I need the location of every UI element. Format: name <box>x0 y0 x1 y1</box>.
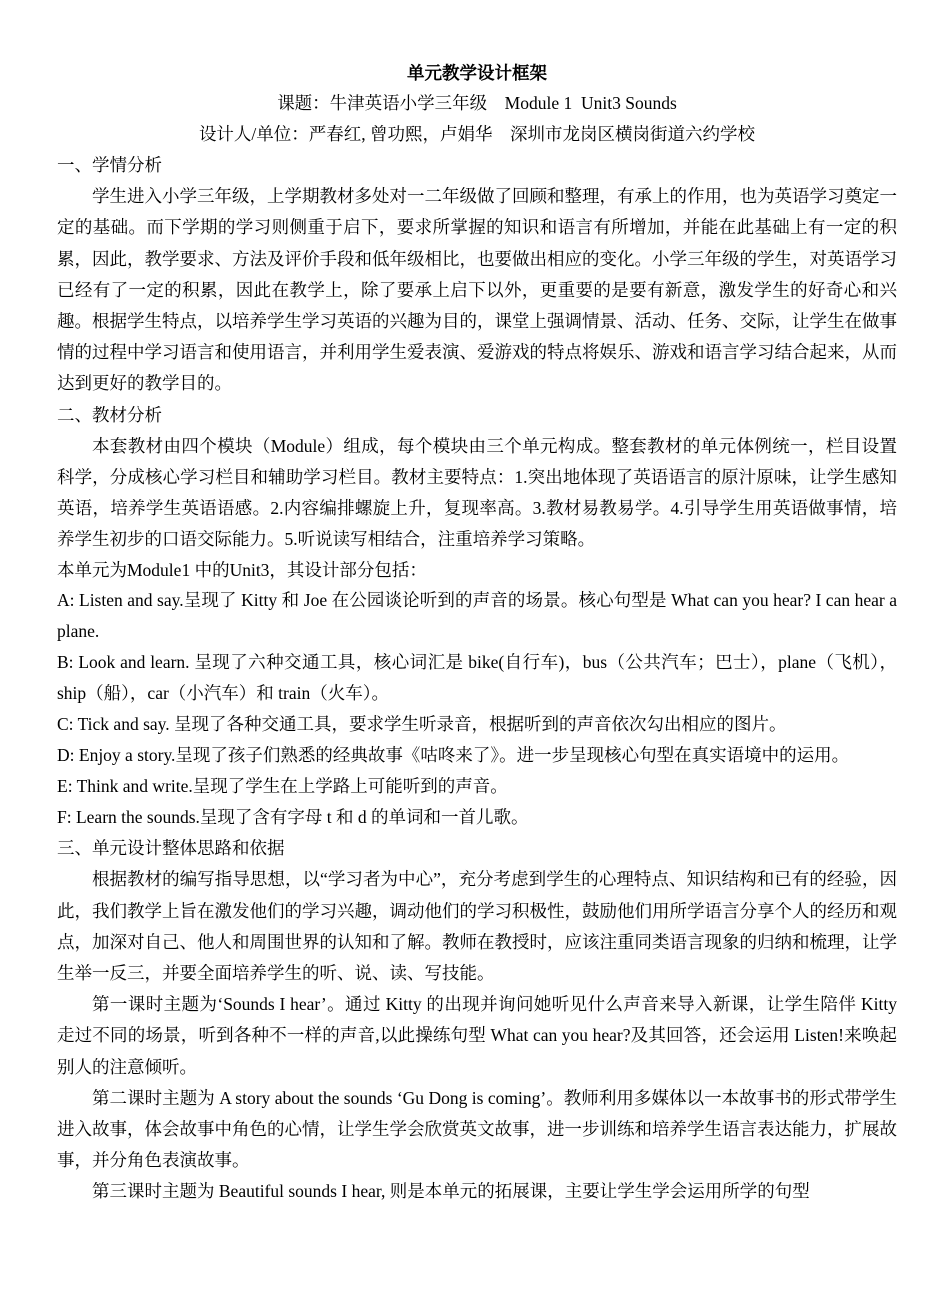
section-paragraph: 第三课时主题为 Beautiful sounds I hear, 则是本单元的拓展课，主要让学生学会运用所学的句型 <box>92 1181 810 1202</box>
section-paragraph: 学生进入小学三年级，上学期教材多处对一二年级做了回顾和整理，有承上的作用，也为英语学习奠定一定的基础。而下学期的学习则侧重于启下，要求所掌握的知识和语言有所增加，并能在此基础上有一定的积累，因此，教学要求、方法及评价手段和低年级相比，也要做出相应的变化。小学三年级的学生，对英语学习已经有了一定的积累，因此在教学上，除了要承上启下以外，更重要的是要有新意，激发学生的好奇心和兴趣。根据学生特点，以培养学生学习英语的兴趣为目的，课堂上强调情景、活动、任务、交际，让学生在做事情的过程中学习语言和使用语言，并利用学生爱表演、爱游戏的特点将娱乐、游戏和语言学习结合起来，从而达到更好的教学目的。 <box>57 186 897 394</box>
section-heading: 二、教材分析 <box>57 404 162 425</box>
document-author: 设计人/单位：严春红, 曾功熙，卢娟华 深圳市龙岗区横岗街道六约学校 <box>198 124 756 144</box>
list-item: B: Look and learn. 呈现了六种交通工具，核心词汇是 bike(自行车)，bus（公共汽车；巴士），plane（飞机），ship（船），car（小汽车）和 train（火车）。 <box>57 652 897 704</box>
section-paragraph: 根据教材的编写指导思想，以“学习者为中心”，充分考虑到学生的心理特点、知识结构和已有的经验，因此，我们教学上旨在激发他们的学习兴趣，调动他们的学习积极性，鼓励他们用所学语言分享个人的经历和观点，加深对自己、他人和周围世界的认知和了解。教师在教授时，应该注重同类语言现象的归纳和梳理，让学生举一反三，并要全面培养学生的听、说、读、写技能。 <box>57 869 897 983</box>
section-paragraph: 第二课时主题为 A story about the sounds ‘Gu Dong is coming’。教师利用多媒体以一本故事书的形式带学生进入故事，体会故事中角色的心情，让学生学会欣赏英文故事，进一步训练和培养学生语言表达能力，扩展故事，并分角色表演故事。 <box>57 1087 897 1171</box>
list-item: F: Learn the sounds.呈现了含有字母 t 和 d 的单词和一首儿歌。 <box>57 807 529 828</box>
section-intro: 本单元为Module1 中的Unit3，其设计部分包括： <box>57 559 427 580</box>
document-subtitle: 课题：牛津英语小学三年级 Module 1 Unit3 Sounds <box>277 93 677 113</box>
section-heading: 三、单元设计整体思路和依据 <box>57 838 285 859</box>
document-title: 单元教学设计框架 <box>407 63 547 83</box>
section-heading: 一、学情分析 <box>57 155 162 175</box>
list-item: C: Tick and say. 呈现了各种交通工具，要求学生听录音，根据听到的声音依次勾出相应的图片。 <box>57 714 787 735</box>
section-paragraph: 本套教材由四个模块（Module）组成，每个模块由三个单元构成。整套教材的单元体例统一，栏目设置科学，分成核心学习栏目和辅助学习栏目。教材主要特点：1.突出地体现了英语语言的原汁原味，让学生感知英语，培养学生英语语感。2.内容编排螺旋上升，复现率高。3.教材易教易学。4.引导学生用英语做事情，培养学生初步的口语交际能力。5.听说读写相结合，注重培养学习策略。 <box>57 435 897 550</box>
document-page <box>57 58 897 1208</box>
list-item: D: Enjoy a story.呈现了孩子们熟悉的经典故事《咕咚来了》。进一步呈现核心句型在真实语境中的运用。 <box>57 745 850 766</box>
section-paragraph: 第一课时主题为‘Sounds I hear’。通过 Kitty 的出现并询问她听见什么声音来导入新课，让学生陪伴 Kitty 走过不同的场景，听到各种不一样的声音,以此操练句型 What can you hear?及其回答，还会运用 Listen!来唤起别人的注意倾听。 <box>57 994 897 1077</box>
list-item: A: Listen and say.呈现了 Kitty 和 Joe 在公园谈论听到的声音的场景。核心句型是 What can you hear? I can hear a plane. <box>57 590 897 642</box>
list-item: E: Think and write.呈现了学生在上学路上可能听到的声音。 <box>57 776 508 797</box>
component-list <box>57 585 897 833</box>
